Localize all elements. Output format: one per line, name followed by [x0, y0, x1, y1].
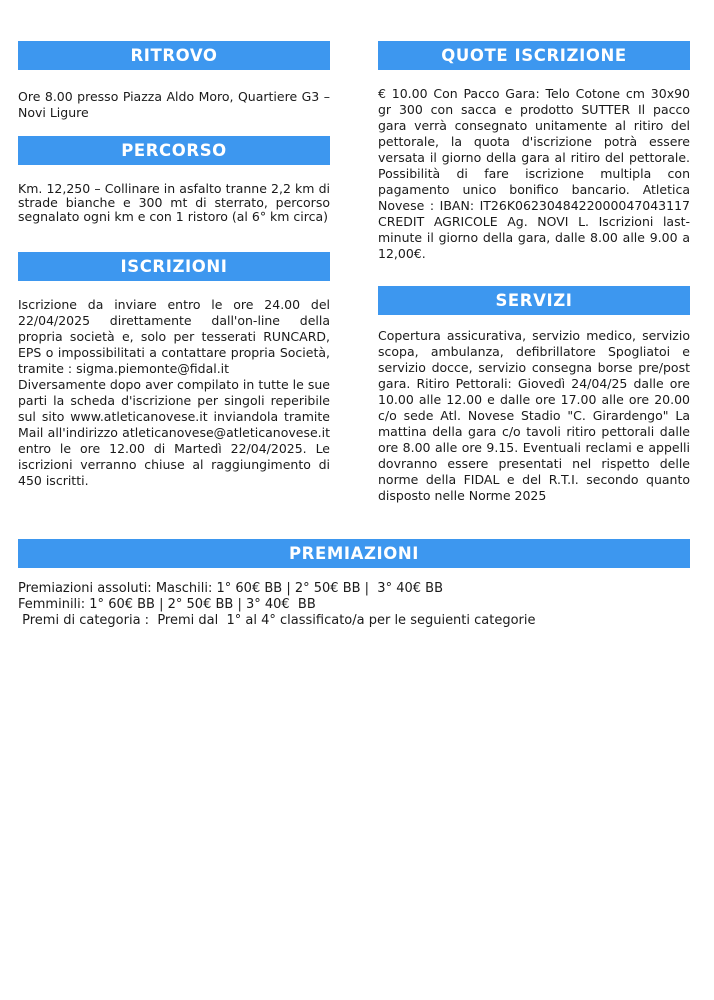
ritrovo-header	[18, 41, 330, 70]
ritrovo-title: RITROVO	[130, 46, 218, 65]
percorso-header	[18, 136, 330, 165]
premiazioni-line-1: Premiazioni assoluti: Maschili: 1° 60€ BB | 2° 50€ BB | 3° 40€ BB	[18, 581, 443, 596]
percorso-title: PERCORSO	[121, 141, 227, 160]
quote-text: € 10.00 Con Pacco Gara: Telo Cotone cm 30x90 gr 300 con sacca e prodotto SUTTER Il pacco gara verrà consegnato unitamente al ritiro del pettorale, la quota d'iscrizione potrà essere versata il giorno della gara al ritiro del pettorale. Possibilità di fare iscrizione multipla con pagamento unico bonifico bancario. Atletica Novese : IBAN: IT26K0623048422000047043117 CREDIT AGRICOLE Ag. NOVI L. Iscrizioni last-minute il giorno della gara, dalle 8.00 alle 9.00 a 12,00€.	[378, 86, 690, 261]
premiazioni-header	[18, 539, 690, 568]
ritrovo-text: Ore 8.00 presso Piazza Aldo Moro, Quartiere G3 – Novi Ligure	[18, 89, 330, 120]
iscrizioni-text: Iscrizione da inviare entro le ore 24.00 del 22/04/2025 direttamente dall'on-line della propria società e, solo per tesserati RUNCARD, EPS o impossibilitati a contattare propria Società, tramite : sigma.piemonte@fidal.it Diversamente dopo aver compilato in tutte le sue parti la scheda d'iscrizione per singoli reperibile sul sito www.atleticanovese.it inviandola tramite Mail all'indirizzo atleticanovese@atleticanovese.it entro le ore 12.00 di Martedì 22/04/2025. Le iscrizioni verranno chiuse al raggiungimento di 450 iscritti.	[18, 297, 330, 488]
iscrizioni-header	[18, 252, 330, 281]
premiazioni-title: PREMIAZIONI	[288, 544, 420, 563]
iscrizioni-title: ISCRIZIONI	[120, 257, 228, 276]
premiazioni-line-2: Femminili: 1° 60€ BB | 2° 50€ BB | 3° 40€ BB	[18, 597, 316, 612]
quote-title: QUOTE ISCRIZIONE	[441, 46, 627, 65]
premiazioni-line-3: Premi di categoria : Premi dal 1° al 4° classificato/a per le seguienti categorie	[18, 613, 536, 628]
percorso-text: Km. 12,250 – Collinare in asfalto tranne 2,2 km di strade bianche e 300 mt di sterrato, percorso segnalato ogni km e con 1 ristoro (al 6° km circa)	[18, 181, 330, 224]
quote-header	[378, 41, 690, 70]
servizi-header	[378, 286, 690, 315]
servizi-text: Copertura assicurativa, servizio medico, servizio scopa, ambulanza, defibrillatore Spogliatoi e servizio docce, servizio consegna borse pre/post gara. Ritiro Pettorali: Giovedì 24/04/25 dalle ore 10.00 alle 12.00 e dalle ore 17.00 alle ore 20.00 c/o sede Atl. Novese Stadio "C. Girardengo" La mattina della gara c/o tavoli ritiro pettorali dalle ore 8.00 alle ore 9.15. Eventuali reclami e appelli dovranno essere presentati nel rispetto delle norme della FIDAL e del R.T.I. secondo quanto disposto nelle Norme 2025	[378, 328, 690, 503]
servizi-title: SERVIZI	[495, 291, 573, 310]
